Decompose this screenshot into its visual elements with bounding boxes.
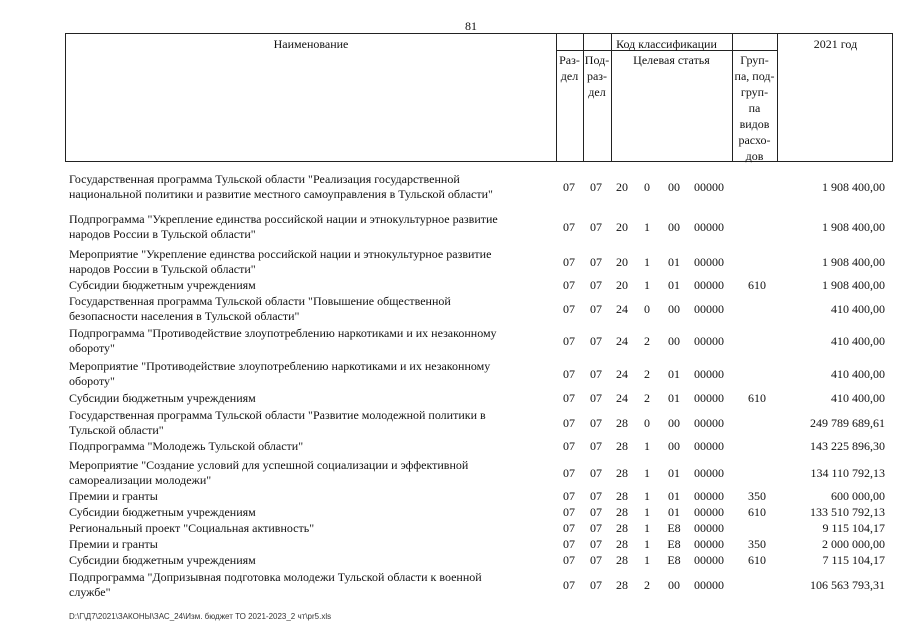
- table-row: [0, 408, 905, 438]
- table-row: [0, 391, 905, 406]
- cell-b: 1: [644, 505, 650, 519]
- table-row: [0, 458, 905, 488]
- col-podrazdel-header: [583, 52, 611, 100]
- cell-amount: 1 908 400,00: [822, 255, 885, 269]
- cell-d: 00000: [694, 334, 724, 348]
- cell-c: 00: [668, 334, 680, 348]
- cell-rz: 07: [563, 220, 575, 234]
- cell-amount: 134 110 792,13: [810, 466, 885, 480]
- row-name-line: обороту": [69, 374, 115, 388]
- cell-c: E8: [667, 521, 681, 535]
- cell-a: 28: [616, 416, 628, 430]
- cell-rz: 07: [563, 278, 575, 292]
- row-name: [69, 458, 539, 488]
- cell-pr: 07: [590, 521, 602, 535]
- cell-c: 00: [668, 220, 680, 234]
- row-name: [69, 408, 539, 438]
- cell-pr: 07: [590, 439, 602, 453]
- table-row: [0, 278, 905, 293]
- cell-c: 00: [668, 302, 680, 316]
- cell-a: 28: [616, 537, 628, 551]
- row-name-line: службе": [69, 585, 111, 599]
- col-classification-header: Код классификации: [616, 37, 717, 51]
- table-row: [0, 505, 905, 520]
- row-name: [69, 439, 539, 454]
- row-name-line: Подпрограмма "Молодежь Тульской области": [69, 439, 304, 453]
- row-name-line: Мероприятие "Противодействие злоупотреблению наркотиками и их незаконному: [69, 359, 491, 373]
- cell-vr: 610: [748, 553, 766, 567]
- cell-amount: 133 510 792,13: [810, 505, 885, 519]
- cell-rz: 07: [563, 180, 575, 194]
- cell-b: 1: [644, 489, 650, 503]
- cell-amount: 249 789 689,61: [810, 416, 885, 430]
- cell-c: 00: [668, 578, 680, 592]
- cell-rz: 07: [563, 439, 575, 453]
- cell-pr: 07: [590, 334, 602, 348]
- cell-d: 00000: [694, 302, 724, 316]
- table-row: [0, 326, 905, 356]
- row-name: [69, 212, 539, 242]
- cell-a: 20: [616, 180, 628, 194]
- table-row: [0, 359, 905, 389]
- row-name-line: Региональный проект "Социальная активность": [69, 521, 315, 535]
- cell-c: 01: [668, 391, 680, 405]
- cell-c: 01: [668, 466, 680, 480]
- table-row: [0, 521, 905, 536]
- row-name-line: Субсидии бюджетным учреждениям: [69, 278, 256, 292]
- cell-b: 1: [644, 255, 650, 269]
- cell-d: 00000: [694, 255, 724, 269]
- row-name: [69, 570, 539, 600]
- cell-amount: 9 115 104,17: [822, 521, 885, 535]
- row-name-line: обороту": [69, 341, 115, 355]
- cell-d: 00000: [694, 439, 724, 453]
- cell-amount: 7 115 104,17: [822, 553, 885, 567]
- header-text: Груп-: [740, 53, 769, 67]
- row-name: [69, 247, 539, 277]
- cell-c: 01: [668, 367, 680, 381]
- cell-a: 24: [616, 334, 628, 348]
- cell-c: 01: [668, 255, 680, 269]
- cell-vr: 610: [748, 391, 766, 405]
- cell-d: 00000: [694, 367, 724, 381]
- row-name-line: самореализации молодежи": [69, 473, 212, 487]
- cell-c: 00: [668, 416, 680, 430]
- cell-vr: 350: [748, 537, 766, 551]
- cell-d: 00000: [694, 466, 724, 480]
- table-row: [0, 553, 905, 568]
- row-name: [69, 359, 539, 389]
- cell-pr: 07: [590, 180, 602, 194]
- cell-b: 0: [644, 416, 650, 430]
- cell-a: 28: [616, 439, 628, 453]
- header-text: Под-: [584, 53, 610, 67]
- cell-amount: 410 400,00: [831, 302, 885, 316]
- row-name-line: Тульской области": [69, 423, 164, 437]
- cell-a: 28: [616, 553, 628, 567]
- cell-d: 00000: [694, 521, 724, 535]
- table-row: [0, 439, 905, 454]
- row-name: [69, 505, 539, 520]
- cell-rz: 07: [563, 466, 575, 480]
- cell-a: 28: [616, 489, 628, 503]
- cell-b: 0: [644, 180, 650, 194]
- cell-pr: 07: [590, 255, 602, 269]
- cell-pr: 07: [590, 489, 602, 503]
- row-name: [69, 278, 539, 293]
- col-target-header: Целевая статья: [633, 53, 710, 67]
- header-text: дел: [588, 85, 606, 99]
- cell-b: 2: [644, 334, 650, 348]
- col-group-header: [732, 52, 777, 164]
- row-name-line: Мероприятие "Укрепление единства российской нации и этнокультурное развитие: [69, 247, 492, 261]
- cell-a: 28: [616, 521, 628, 535]
- cell-a: 24: [616, 367, 628, 381]
- row-name-line: Государственная программа Тульской области "Развитие молодежной политики в: [69, 408, 486, 422]
- row-name-line: Субсидии бюджетным учреждениям: [69, 391, 256, 405]
- table-row: [0, 489, 905, 504]
- cell-b: 1: [644, 521, 650, 535]
- cell-a: 20: [616, 278, 628, 292]
- row-name-line: Государственная программа Тульской области "Реализация государственной: [69, 172, 460, 186]
- cell-rz: 07: [563, 416, 575, 430]
- row-name: [69, 391, 539, 406]
- cell-d: 00000: [694, 220, 724, 234]
- table-row: [0, 294, 905, 324]
- cell-b: 1: [644, 553, 650, 567]
- cell-rz: 07: [563, 505, 575, 519]
- row-name-line: Субсидии бюджетным учреждениям: [69, 505, 256, 519]
- row-name-line: Государственная программа Тульской области "Повышение общественной: [69, 294, 451, 308]
- header-text: дов: [745, 149, 764, 163]
- cell-pr: 07: [590, 367, 602, 381]
- table-header: [65, 33, 893, 162]
- cell-d: 00000: [694, 553, 724, 567]
- cell-amount: 1 908 400,00: [822, 278, 885, 292]
- cell-rz: 07: [563, 489, 575, 503]
- row-name: [69, 489, 539, 504]
- header-text: па: [748, 101, 761, 115]
- cell-a: 24: [616, 391, 628, 405]
- cell-rz: 07: [563, 302, 575, 316]
- cell-b: 1: [644, 537, 650, 551]
- cell-amount: 106 563 793,31: [810, 578, 885, 592]
- col-razdel-header: [556, 52, 583, 84]
- cell-a: 24: [616, 302, 628, 316]
- cell-c: 01: [668, 505, 680, 519]
- cell-vr: 610: [748, 278, 766, 292]
- cell-pr: 07: [590, 537, 602, 551]
- header-text: груп-: [740, 85, 769, 99]
- page-number: 81: [465, 19, 477, 33]
- row-name-line: народов России в Тульской области": [69, 227, 256, 241]
- header-text: раз-: [586, 69, 608, 83]
- row-name-line: Субсидии бюджетным учреждениям: [69, 553, 256, 567]
- cell-c: 01: [668, 489, 680, 503]
- cell-b: 1: [644, 466, 650, 480]
- cell-a: 28: [616, 505, 628, 519]
- cell-a: 28: [616, 466, 628, 480]
- row-name: [69, 294, 539, 324]
- row-name-line: национальной политики и развитие местного самоуправления в Тульской области": [69, 187, 493, 201]
- cell-pr: 07: [590, 553, 602, 567]
- cell-b: 2: [644, 367, 650, 381]
- table-row: [0, 247, 905, 277]
- col-name-header: Наименование: [273, 37, 349, 51]
- cell-amount: 410 400,00: [831, 367, 885, 381]
- cell-b: 2: [644, 578, 650, 592]
- header-text: видов: [739, 117, 770, 131]
- cell-amount: 143 225 896,30: [810, 439, 885, 453]
- cell-d: 00000: [694, 180, 724, 194]
- cell-a: 20: [616, 255, 628, 269]
- file-path-footer: D:\Г\Д7\2021\ЗАКОНЫ\ЗАС_24\Изм. бюджет ТО 2021-2023_2 чт\pr5.xls: [69, 612, 332, 621]
- cell-vr: 610: [748, 505, 766, 519]
- row-name-line: Премии и гранты: [69, 537, 158, 551]
- cell-b: 1: [644, 439, 650, 453]
- cell-c: E8: [667, 553, 681, 567]
- cell-vr: 350: [748, 489, 766, 503]
- cell-pr: 07: [590, 220, 602, 234]
- cell-rz: 07: [563, 334, 575, 348]
- header-text: Раз-: [559, 53, 580, 67]
- cell-pr: 07: [590, 505, 602, 519]
- cell-pr: 07: [590, 466, 602, 480]
- cell-b: 0: [644, 302, 650, 316]
- cell-d: 00000: [694, 391, 724, 405]
- cell-c: E8: [667, 537, 681, 551]
- table-row: [0, 537, 905, 552]
- header-text: дел: [560, 69, 579, 83]
- cell-d: 00000: [694, 416, 724, 430]
- cell-pr: 07: [590, 416, 602, 430]
- cell-amount: 2 000 000,00: [822, 537, 885, 551]
- col-year-header: 2021 год: [813, 37, 858, 51]
- cell-amount: 410 400,00: [831, 334, 885, 348]
- cell-amount: 1 908 400,00: [822, 220, 885, 234]
- cell-pr: 07: [590, 578, 602, 592]
- row-name: [69, 537, 539, 552]
- cell-d: 00000: [694, 278, 724, 292]
- row-name: [69, 553, 539, 568]
- cell-pr: 07: [590, 302, 602, 316]
- cell-b: 1: [644, 278, 650, 292]
- row-name-line: Премии и гранты: [69, 489, 158, 503]
- cell-a: 20: [616, 220, 628, 234]
- header-text: па, под-: [734, 69, 775, 83]
- cell-d: 00000: [694, 505, 724, 519]
- cell-rz: 07: [563, 553, 575, 567]
- row-name-line: народов России в Тульской области": [69, 262, 256, 276]
- row-name-line: Подпрограмма "Укрепление единства российской нации и этнокультурное развитие: [69, 212, 498, 226]
- row-name-line: Подпрограмма "Допризывная подготовка молодежи Тульской области к военной: [69, 570, 482, 584]
- row-name-line: безопасности населения в Тульской области": [69, 309, 300, 323]
- cell-rz: 07: [563, 521, 575, 535]
- row-name: [69, 521, 539, 536]
- table-row: [0, 212, 905, 242]
- cell-rz: 07: [563, 391, 575, 405]
- cell-d: 00000: [694, 489, 724, 503]
- cell-rz: 07: [563, 367, 575, 381]
- cell-rz: 07: [563, 578, 575, 592]
- cell-rz: 07: [563, 537, 575, 551]
- cell-b: 2: [644, 391, 650, 405]
- cell-amount: 410 400,00: [831, 391, 885, 405]
- table-row: [0, 172, 905, 202]
- cell-amount: 600 000,00: [831, 489, 885, 503]
- cell-pr: 07: [590, 278, 602, 292]
- cell-rz: 07: [563, 255, 575, 269]
- cell-pr: 07: [590, 391, 602, 405]
- row-name-line: Мероприятие "Создание условий для успешной социализации и эффективной: [69, 458, 469, 472]
- table-row: [0, 570, 905, 600]
- cell-c: 00: [668, 180, 680, 194]
- header-text: расхо-: [738, 133, 771, 147]
- cell-c: 01: [668, 278, 680, 292]
- cell-c: 00: [668, 439, 680, 453]
- row-name: [69, 172, 539, 202]
- divider: [777, 34, 778, 161]
- cell-d: 00000: [694, 537, 724, 551]
- cell-a: 28: [616, 578, 628, 592]
- cell-d: 00000: [694, 578, 724, 592]
- row-name: [69, 326, 539, 356]
- cell-amount: 1 908 400,00: [822, 180, 885, 194]
- row-name-line: Подпрограмма "Противодействие злоупотреблению наркотиками и их незаконному: [69, 326, 497, 340]
- cell-b: 1: [644, 220, 650, 234]
